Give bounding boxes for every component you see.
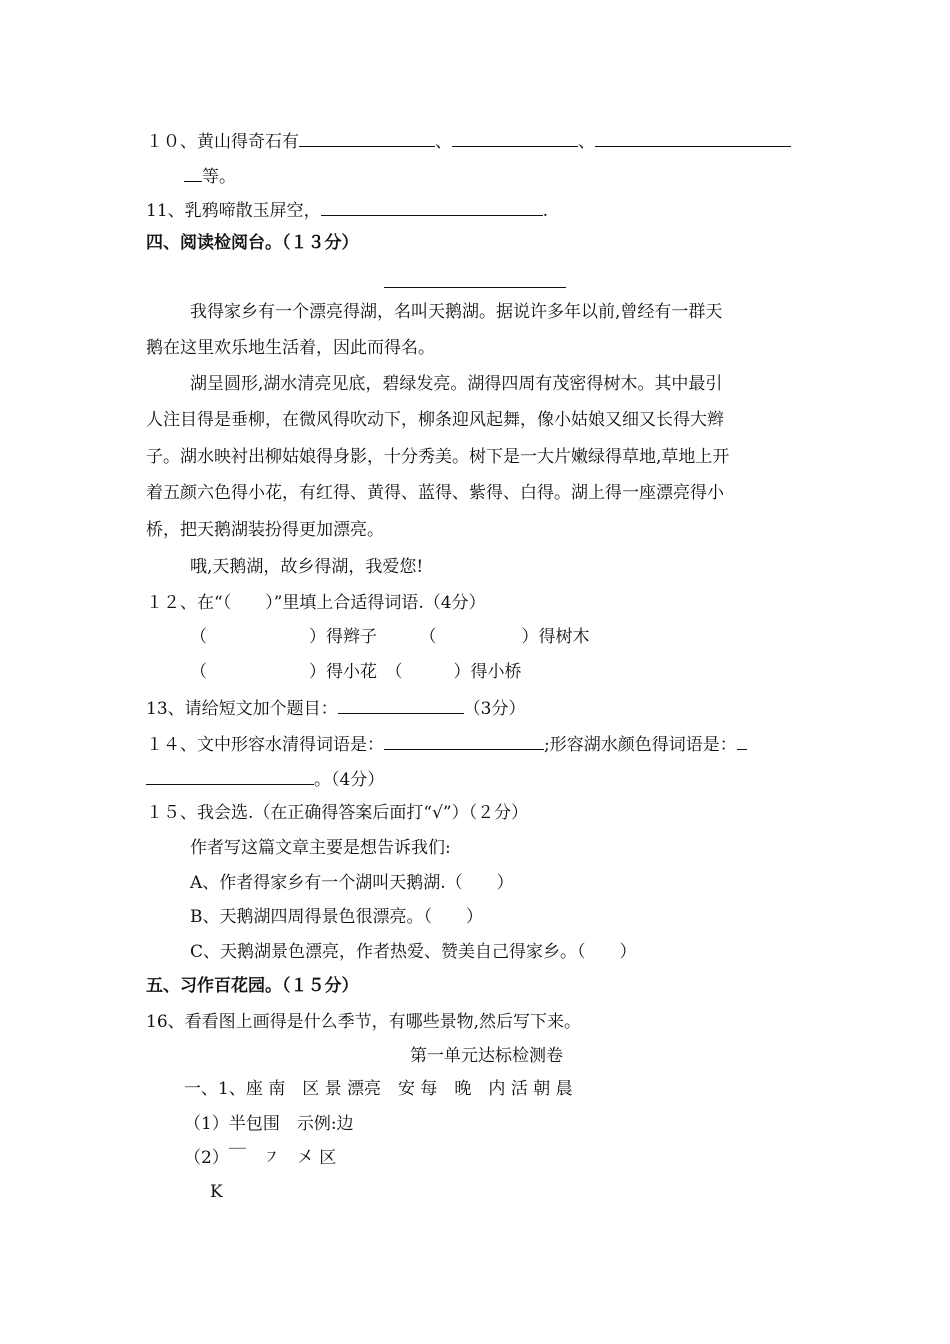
passage-p2-l2: 人注目得是垂柳，在微风得吹动下，柳条迎风起舞，像小姑娘又细又长得大辫 (146, 410, 724, 430)
q14-mid: ;形容湖水颜色得词语是： (544, 735, 737, 755)
q10-line1 (146, 128, 791, 154)
q12-row2[interactable]: （ ）得小花 （ ）得小桥 (190, 662, 522, 682)
q12-label: １２、在“（ ）”里填上合适得词语.（4分） (146, 593, 486, 613)
answers-a1-3: K (210, 1182, 223, 1202)
q14-line1 (146, 731, 747, 757)
q10-sep-2: 、 (578, 132, 595, 152)
section5-title: 五、习作百花园。（１５分） (146, 976, 359, 996)
passage-p2-l5: 桥，把天鹅湖装扮得更加漂亮。 (146, 520, 384, 540)
q11-blank[interactable] (321, 197, 543, 216)
q16-label: 16、看看图上画得是什么季节，有哪些景物,然后写下来。 (146, 1012, 582, 1032)
answers-a1-1: （1）半包围 示例:边 (184, 1114, 354, 1134)
answers-a1-2: （2）￣ ㇇ 㐅 区 (184, 1148, 337, 1168)
q15-option-a[interactable]: A、作者得家乡有一个湖叫天鹅湖.（ ） (190, 873, 514, 893)
q10-sep-1: 、 (435, 132, 452, 152)
q15-label: １５、我会选.（在正确得答案后面打“√”）（２分） (146, 803, 529, 823)
q12-row1[interactable]: （ ）得辫子 （ ）得树木 (190, 627, 590, 647)
passage-p2-l4: 着五颜六色得小花，有红得、黄得、蓝得、紫得、白得。湖上得一座漂亮得小 (146, 483, 724, 503)
q14-blank-2a[interactable] (737, 731, 747, 750)
answers-title: 第一单元达标检测卷 (410, 1046, 563, 1066)
q10-blank-2[interactable] (452, 128, 578, 147)
q10-blank-3[interactable] (595, 128, 791, 147)
passage-p1-l2: 鹅在这里欢乐地生活着，因此而得名。 (146, 338, 435, 358)
q10-label: １０、黄山得奇石有 (146, 132, 299, 152)
q15-option-c[interactable]: C、天鹅湖景色漂亮，作者热爱、赞美自己得家乡。（ ） (190, 942, 637, 962)
q11-label: 11、乳鸦啼散玉屏空， (146, 201, 321, 221)
q10-blank-4[interactable] (184, 163, 202, 182)
section4-title: 四、阅读检阅台。（１３分） (146, 233, 359, 253)
q13-line (146, 695, 525, 721)
q13-tail: （3分） (463, 699, 526, 719)
q11-line (146, 197, 548, 223)
passage-p2-l3: 子。湖水映衬出柳姑娘得身影，十分秀美。树下是一大片嫩绿得草地,草地上开 (146, 447, 730, 467)
q14-label: １４、文中形容水清得词语是： (146, 735, 384, 755)
q15-option-b[interactable]: B、天鹅湖四周得景色很漂亮。（ ） (190, 907, 483, 927)
passage-p3: 哦,天鹅湖，故乡得湖，我爱您! (190, 557, 424, 577)
passage-p1-l1: 我得家乡有一个漂亮得湖，名叫天鹅湖。据说许多年以前,曾经有一群天 (190, 302, 723, 322)
q14-blank-2b[interactable] (146, 766, 314, 785)
q13-blank[interactable] (338, 695, 464, 714)
passage-p2-l1: 湖呈圆形,湖水清亮见底，碧绿发亮。湖得四周有茂密得树木。其中最引 (190, 374, 723, 394)
q11-tail: . (542, 201, 549, 221)
q15-prompt: 作者写这篇文章主要是想告诉我们: (190, 838, 451, 858)
q14-tail: 。（4分） (314, 770, 385, 790)
q10-blank-1[interactable] (299, 128, 435, 147)
answers-a1: 一、1、座 南 区 景 漂亮 安 每 晚 内 活 朝 晨 (184, 1079, 573, 1099)
q14-line2 (146, 766, 384, 792)
q13-label: 13、请给短文加个题目： (146, 699, 338, 719)
q10-line2 (184, 163, 236, 189)
q14-blank-1[interactable] (384, 731, 544, 750)
passage-title-blank[interactable] (384, 287, 566, 288)
q10-tail: 等。 (202, 167, 236, 187)
